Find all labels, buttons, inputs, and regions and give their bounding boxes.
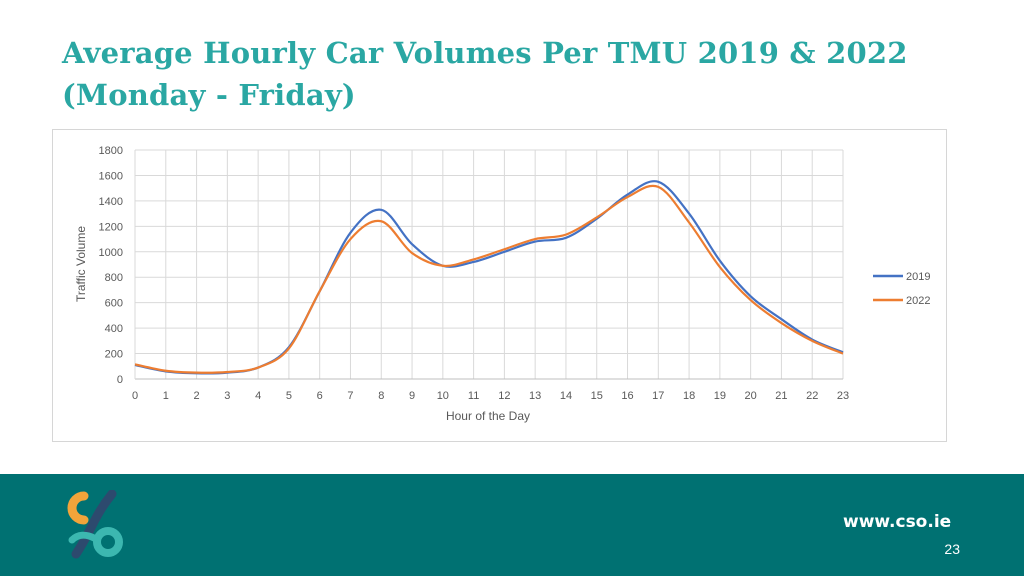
x-tick-label: 5 bbox=[285, 390, 292, 402]
slide-title bbox=[62, 32, 962, 116]
series-line-2022 bbox=[135, 186, 843, 373]
x-tick-label: 6 bbox=[316, 390, 323, 402]
x-tick-label: 17 bbox=[652, 390, 665, 402]
x-tick-label: 9 bbox=[408, 390, 416, 402]
website-url[interactable]: www.cso.ie bbox=[843, 512, 952, 532]
legend-label-2019: 2019 bbox=[906, 271, 931, 283]
cso-logo-icon bbox=[64, 490, 126, 560]
x-tick-label: 8 bbox=[378, 390, 385, 402]
y-tick-label: 1800 bbox=[98, 145, 123, 157]
page-number: 23 bbox=[944, 541, 960, 557]
chart-legend bbox=[873, 271, 930, 307]
legend-label-2022: 2022 bbox=[906, 295, 931, 307]
x-tick-label: 12 bbox=[498, 390, 511, 402]
legend-item-2019 bbox=[873, 271, 930, 283]
x-tick-label: 18 bbox=[682, 390, 696, 402]
y-tick-label: 800 bbox=[104, 272, 123, 285]
x-tick-label: 2 bbox=[193, 390, 200, 402]
y-tick-label: 1400 bbox=[98, 195, 123, 208]
x-tick-label: 1 bbox=[162, 390, 169, 402]
y-tick-label: 1000 bbox=[98, 246, 123, 259]
y-tick-label: 400 bbox=[104, 323, 123, 336]
x-tick-label: 22 bbox=[806, 390, 819, 402]
axes bbox=[135, 150, 843, 379]
y-tick-labels bbox=[99, 145, 123, 386]
x-tick-label: 21 bbox=[775, 390, 788, 402]
x-tick-label: 10 bbox=[436, 390, 449, 402]
x-tick-label: 13 bbox=[529, 390, 542, 402]
y-tick-label: 1200 bbox=[98, 221, 123, 234]
logo-orange-arc bbox=[72, 496, 84, 520]
x-axis-label: Hour of the Day bbox=[445, 409, 531, 423]
logo-teal-ring bbox=[97, 531, 119, 553]
x-tick-label: 0 bbox=[131, 390, 139, 402]
y-tick-label: 200 bbox=[104, 348, 123, 361]
legend-item-2022 bbox=[873, 295, 930, 307]
x-tick-label: 16 bbox=[621, 390, 634, 402]
x-tick-label: 7 bbox=[347, 390, 354, 402]
x-tick-label: 19 bbox=[713, 390, 726, 402]
x-tick-label: 20 bbox=[744, 390, 757, 402]
line-chart bbox=[53, 130, 946, 441]
title-line-1: Average Hourly Car Volumes Per TMU 2019 & 2022 bbox=[62, 36, 908, 70]
y-tick-label: 0 bbox=[116, 374, 123, 386]
x-tick-labels bbox=[132, 390, 849, 402]
x-tick-label: 4 bbox=[255, 390, 262, 402]
x-tick-label: 15 bbox=[590, 390, 603, 402]
x-tick-label: 3 bbox=[224, 390, 231, 402]
y-axis-label: Traffic Volume bbox=[74, 225, 88, 303]
chart-container bbox=[52, 129, 947, 442]
x-tick-label: 23 bbox=[836, 390, 850, 402]
x-tick-label: 14 bbox=[559, 390, 573, 402]
y-tick-label: 1600 bbox=[98, 170, 123, 183]
x-tick-label: 11 bbox=[467, 390, 480, 402]
y-tick-label: 600 bbox=[104, 297, 123, 310]
grid-lines bbox=[135, 150, 843, 379]
title-line-2: (Monday - Friday) bbox=[62, 78, 356, 112]
